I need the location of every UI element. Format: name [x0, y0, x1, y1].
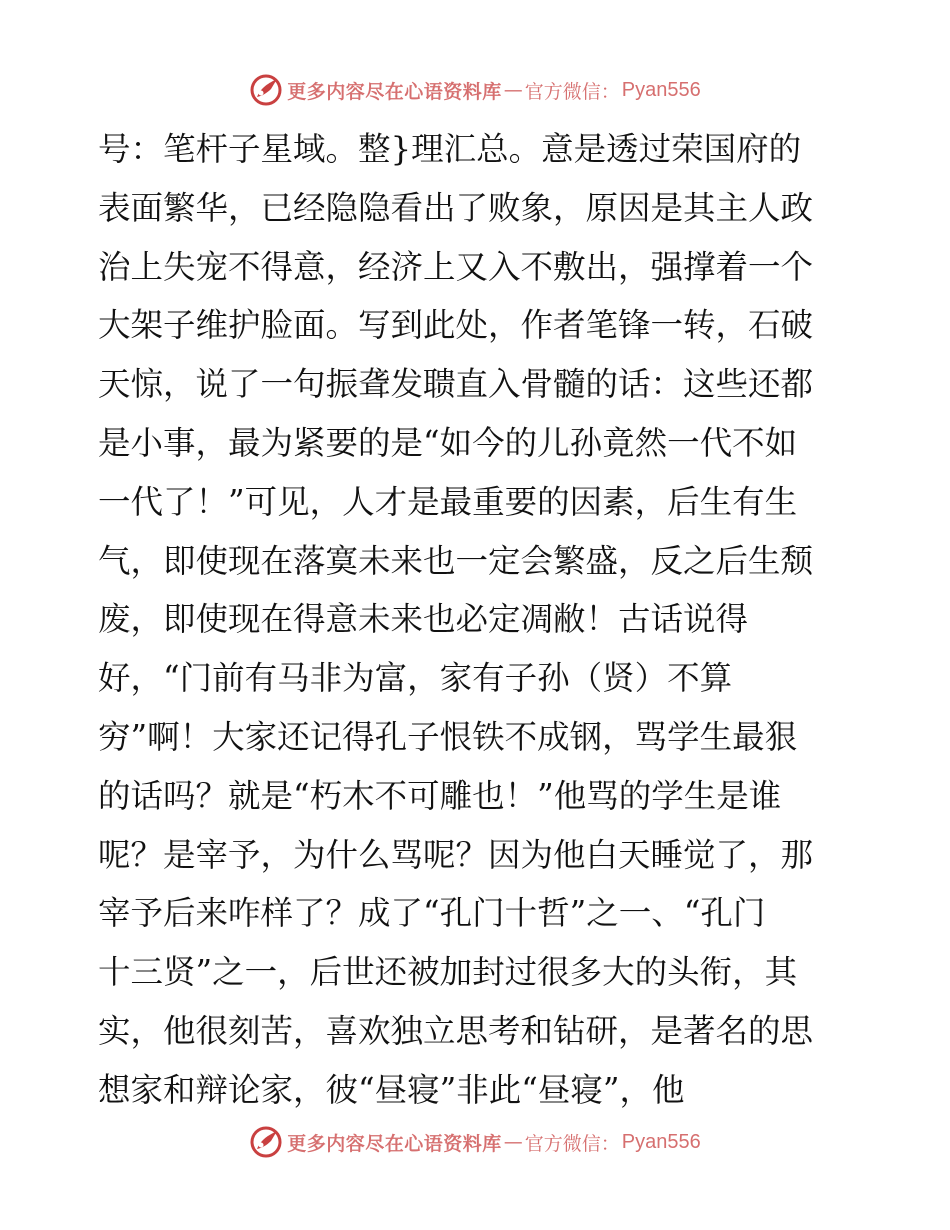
footer-site-name: 更多内容尽在心语资料库: [287, 1132, 502, 1155]
text-line: 气，即使现在落寞未来也一定会繁盛，反之后生颓: [98, 541, 814, 580]
text-line: 想家和辩论家，彼“昼寝”非此“昼寝”，他: [98, 1070, 685, 1109]
text-line: 是小事，最为紧要的是“如今的儿孙竟然一代不如: [98, 423, 798, 462]
text-line: 实，他很刻苦，喜欢独立思考和钻研，是著名的思: [98, 1011, 814, 1050]
logo-icon: [249, 1125, 283, 1159]
text-line: 治上失宠不得意，经济上又入不敷出，强撑着一个: [98, 247, 814, 286]
header-dash: —: [503, 79, 523, 101]
text-line: 号：笔杆子星域。整}理汇总。意是透过荣国府的: [98, 130, 802, 168]
document-body: [98, 120, 858, 1120]
text-line: 穷”啊！大家还记得孔子恨铁不成钢，骂学生最狠: [98, 717, 798, 756]
header-site-name: 更多内容尽在心语资料库: [287, 80, 502, 103]
header-wechat-label: 官方微信：: [524, 80, 620, 103]
footer-wechat-label: 官方微信：: [524, 1132, 620, 1155]
text-line: 天惊，说了一句振聋发聩直入骨髓的话：这些还都: [98, 365, 814, 404]
text-line: 的话吗？就是“朽木不可雕也！”他骂的学生是谁: [98, 776, 782, 815]
header-wechat-id: Pyan556: [621, 78, 701, 101]
footer-banner: [0, 1122, 950, 1162]
footer-dash: —: [503, 1131, 523, 1153]
text-line: 好，“门前有马非为富，家有子孙（贤）不算: [98, 659, 733, 698]
text-line: 大架子维护脸面。写到此处，作者笔锋一转，石破: [98, 306, 814, 345]
text-line: 宰予后来咋样了？成了“孔门十哲”之一、“孔门: [98, 894, 766, 933]
text-line: 一代了！”可见，人才是最重要的因素，后生有生: [98, 482, 798, 521]
header-banner: [0, 70, 950, 110]
text-line: 呢？是宰予，为什么骂呢？因为他白天睡觉了，那: [98, 835, 814, 874]
footer-wechat-id: Pyan556: [621, 1130, 701, 1153]
text-line: 表面繁华，已经隐隐看出了败象，原因是其主人政: [98, 188, 814, 227]
text-line: 十三贤”之一，后世还被加封过很多大的头衔，其: [98, 953, 798, 992]
text-line: 废，即使现在得意未来也必定凋敝！古话说得: [98, 600, 749, 639]
logo-icon: [249, 73, 283, 107]
